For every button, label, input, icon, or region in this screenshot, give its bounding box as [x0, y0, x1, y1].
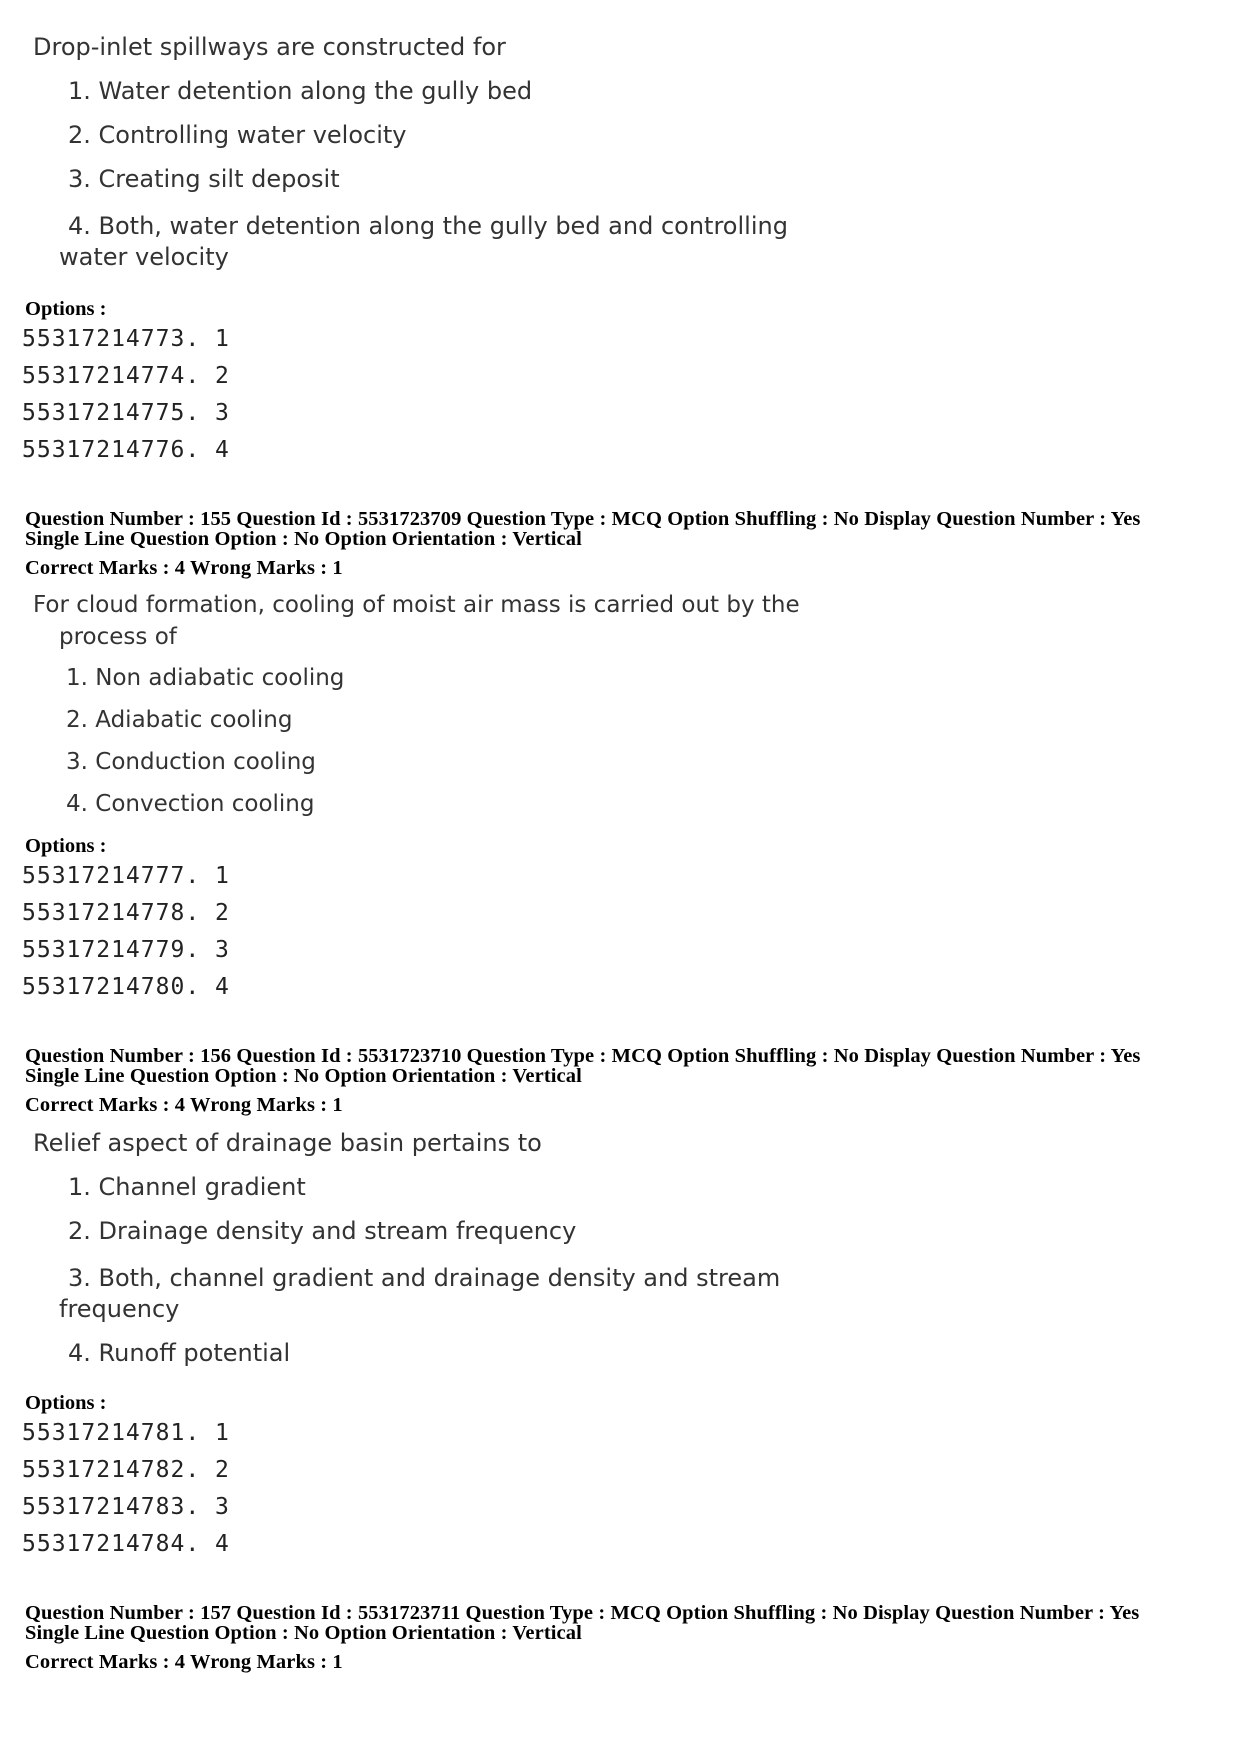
- choice-item-continued: frequency: [59, 1295, 180, 1323]
- option-row: 55317214776. 4: [22, 437, 230, 463]
- question-meta-line: Single Line Question Option : No Option Orientation : Vertical: [25, 1622, 582, 1644]
- choice-item: 1. Non adiabatic cooling: [66, 665, 345, 691]
- choice-item: 1. Water detention along the gully bed: [68, 77, 533, 105]
- question-meta-line: Question Number : 155 Question Id : 5531723709 Question Type : MCQ Option Shuffling : No Display Question Number : Yes: [25, 508, 1141, 530]
- option-row: 55317214778. 2: [22, 900, 230, 926]
- options-label: Options :: [25, 298, 107, 320]
- options-label: Options :: [25, 835, 107, 857]
- question-text: Relief aspect of drainage basin pertains to: [33, 1129, 542, 1157]
- option-row: 55317214782. 2: [22, 1457, 230, 1483]
- option-row: 55317214774. 2: [22, 363, 230, 389]
- options-label: Options :: [25, 1392, 107, 1414]
- question-text-continued: process of: [59, 624, 177, 650]
- option-row: 55317214783. 3: [22, 1494, 230, 1520]
- marks-line: Correct Marks : 4 Wrong Marks : 1: [25, 557, 343, 579]
- choice-item: 2. Adiabatic cooling: [66, 707, 293, 733]
- choice-item: 3. Both, channel gradient and drainage density and stream: [68, 1264, 781, 1292]
- option-row: 55317214781. 1: [22, 1420, 230, 1446]
- marks-line: Correct Marks : 4 Wrong Marks : 1: [25, 1651, 343, 1673]
- choice-item: 2. Drainage density and stream frequency: [68, 1217, 577, 1245]
- option-row: 55317214780. 4: [22, 974, 230, 1000]
- choice-item-continued: water velocity: [59, 243, 229, 271]
- question-meta-line: Single Line Question Option : No Option Orientation : Vertical: [25, 528, 582, 550]
- option-row: 55317214779. 3: [22, 937, 230, 963]
- option-row: 55317214773. 1: [22, 326, 230, 352]
- choice-item: 4. Both, water detention along the gully bed and controlling: [68, 212, 788, 240]
- question-text: Drop-inlet spillways are constructed for: [33, 33, 506, 61]
- choice-item: 1. Channel gradient: [68, 1173, 306, 1201]
- option-row: 55317214777. 1: [22, 863, 230, 889]
- option-row: 55317214775. 3: [22, 400, 230, 426]
- choice-item: 3. Creating silt deposit: [68, 165, 340, 193]
- marks-line: Correct Marks : 4 Wrong Marks : 1: [25, 1094, 343, 1116]
- option-row: 55317214784. 4: [22, 1531, 230, 1557]
- choice-item: 2. Controlling water velocity: [68, 121, 407, 149]
- choice-item: 4. Convection cooling: [66, 791, 315, 817]
- question-text: For cloud formation, cooling of moist air mass is carried out by the: [33, 592, 800, 618]
- choice-item: 3. Conduction cooling: [66, 749, 316, 775]
- choice-item: 4. Runoff potential: [68, 1339, 291, 1367]
- question-meta-line: Question Number : 157 Question Id : 5531723711 Question Type : MCQ Option Shuffling : No Display Question Number : Yes: [25, 1602, 1140, 1624]
- question-meta-line: Question Number : 156 Question Id : 5531723710 Question Type : MCQ Option Shuffling : No Display Question Number : Yes: [25, 1045, 1141, 1067]
- question-meta-line: Single Line Question Option : No Option Orientation : Vertical: [25, 1065, 582, 1087]
